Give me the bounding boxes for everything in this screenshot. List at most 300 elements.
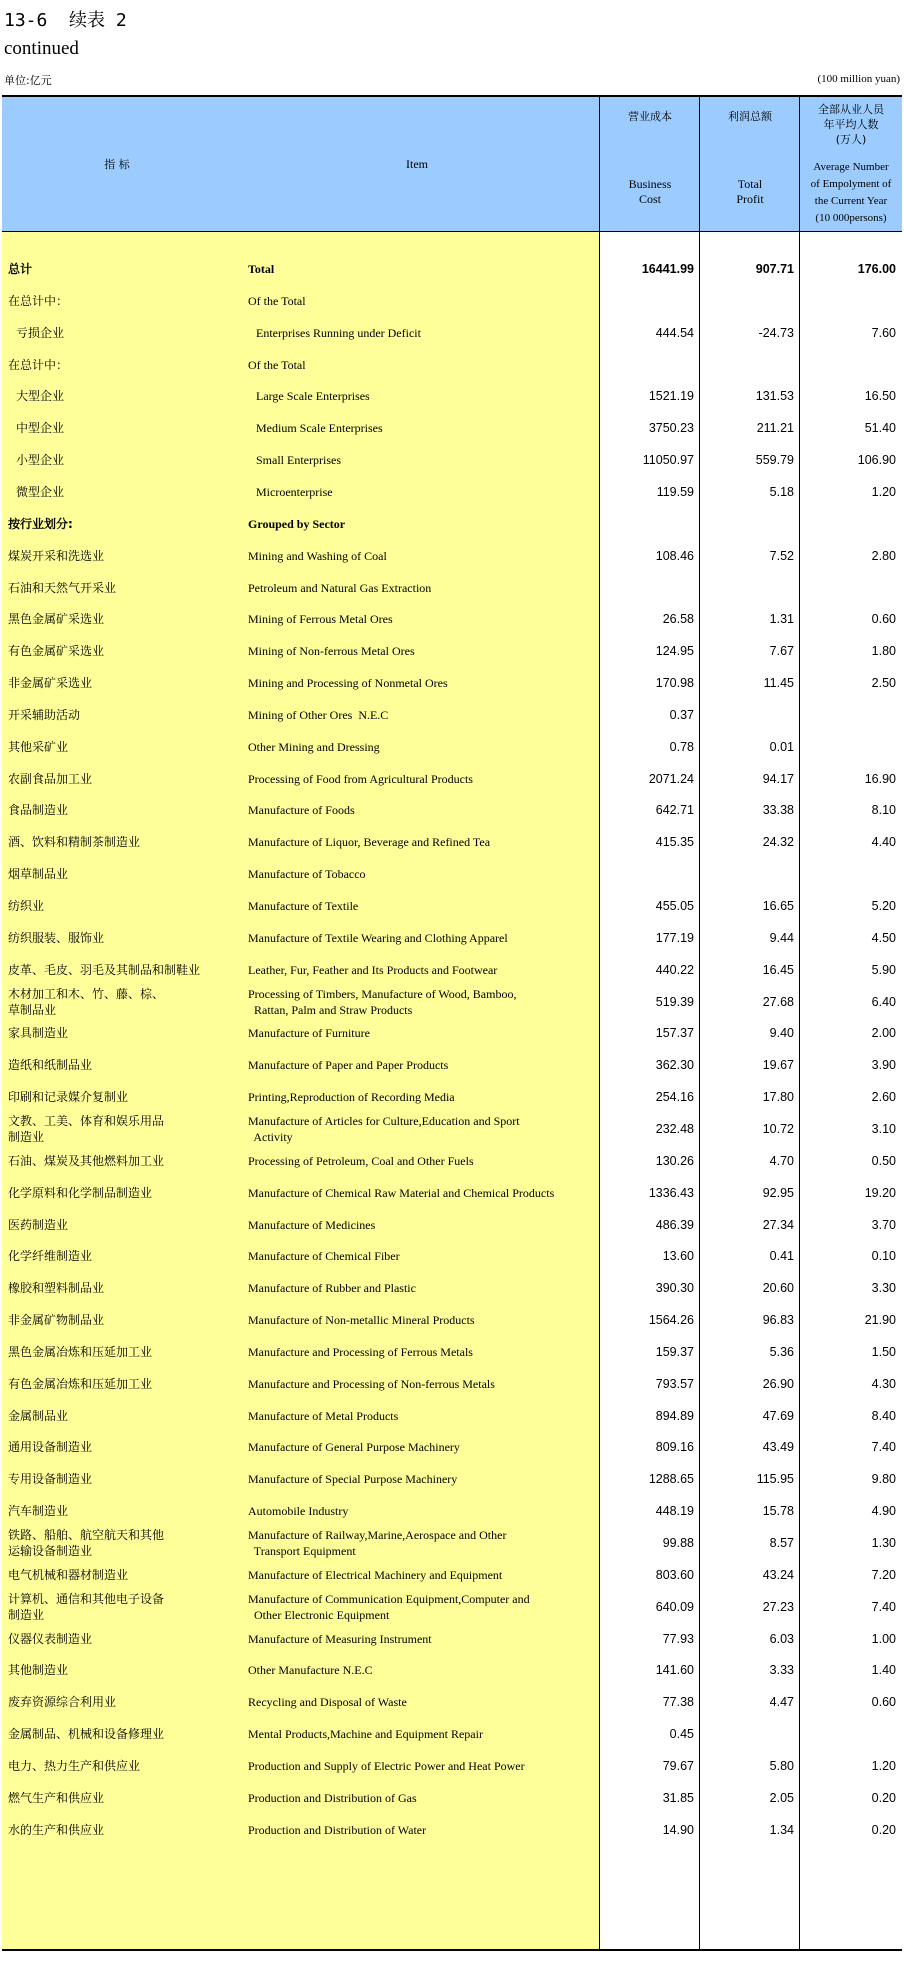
value-employment: 6.40 bbox=[871, 994, 896, 1009]
table-row bbox=[2, 1439, 902, 1455]
row-label-en: Manufacture of Foods bbox=[248, 803, 355, 818]
value-business-cost: 141.60 bbox=[655, 1663, 694, 1678]
value-employment: 1.20 bbox=[871, 1758, 896, 1773]
table-row bbox=[2, 1113, 902, 1145]
row-label-cn: 煤炭开采和洗选业 bbox=[8, 548, 105, 563]
value-total-profit: 43.49 bbox=[762, 1440, 794, 1455]
table-row bbox=[2, 1471, 902, 1487]
value-business-cost: 415.35 bbox=[655, 835, 694, 850]
row-label-cn: 农副食品加工业 bbox=[8, 771, 93, 786]
row-label-en: Other Manufacture N.E.C bbox=[248, 1663, 373, 1678]
value-total-profit: 10.72 bbox=[762, 1121, 794, 1136]
row-label-en: Grouped by Sector bbox=[248, 516, 346, 531]
row-label-en: Manufacture and Processing of Ferrous Metals bbox=[248, 1344, 473, 1359]
value-total-profit: 27.68 bbox=[762, 994, 794, 1009]
row-label-cn: 化学原料和化学制品制造业 bbox=[8, 1185, 153, 1200]
row-label-en: Mining of Non-ferrous Metal Ores bbox=[248, 644, 415, 659]
value-business-cost: 13.60 bbox=[662, 1249, 694, 1264]
row-label-en: Mining and Processing of Nonmetal Ores bbox=[248, 676, 448, 691]
value-employment: 21.90 bbox=[864, 1313, 896, 1328]
row-label-en: Manufacture of General Purpose Machinery bbox=[248, 1440, 460, 1455]
value-total-profit: 211.21 bbox=[756, 421, 794, 436]
table-row bbox=[2, 771, 902, 787]
row-label-cn: 仪器仪表制造业 bbox=[8, 1631, 93, 1646]
row-label-cn: 化学纤维制造业 bbox=[8, 1249, 93, 1264]
value-business-cost: 1564.26 bbox=[648, 1313, 694, 1328]
value-business-cost: 26.58 bbox=[662, 612, 694, 627]
row-label-en: Manufacture of Paper and Paper Products bbox=[248, 1058, 449, 1073]
table-row bbox=[2, 1758, 902, 1774]
value-business-cost: 77.38 bbox=[662, 1695, 694, 1710]
row-label-en: Manufacture of Measuring Instrument bbox=[248, 1631, 432, 1646]
value-business-cost: 894.89 bbox=[655, 1408, 694, 1423]
row-label-en: Manufacture of Tobacco bbox=[248, 867, 366, 882]
table-row bbox=[2, 516, 902, 532]
row-label-en: Manufacture of Chemical Fiber bbox=[248, 1249, 400, 1264]
table-row bbox=[2, 707, 902, 723]
row-label-cn: 总计 bbox=[8, 262, 33, 276]
value-total-profit: 24.32 bbox=[762, 835, 794, 850]
value-business-cost: 444.54 bbox=[655, 325, 694, 340]
row-label-cn: 金属制品业 bbox=[8, 1408, 69, 1423]
table-row bbox=[2, 1057, 902, 1073]
row-label-cn: 汽车制造业 bbox=[8, 1504, 69, 1519]
value-employment: 7.40 bbox=[871, 1599, 896, 1614]
value-employment: 0.20 bbox=[871, 1822, 896, 1837]
table-row bbox=[2, 1591, 902, 1623]
value-business-cost: 1521.19 bbox=[648, 389, 694, 404]
row-label-cn: 有色金属矿采选业 bbox=[8, 644, 105, 659]
table-row bbox=[2, 1726, 902, 1742]
table-row bbox=[2, 1344, 902, 1360]
value-total-profit: 8.57 bbox=[769, 1536, 794, 1550]
row-label-cn: 石油和天然气开采业 bbox=[8, 580, 117, 595]
row-label-en: Printing,Reproduction of Recording Media bbox=[248, 1090, 455, 1105]
header-profit-cn: 利润总额 bbox=[728, 110, 772, 123]
value-employment: 8.10 bbox=[871, 803, 896, 818]
row-label-cn: 计算机、通信和其他电子设备 制造业 bbox=[8, 1591, 165, 1622]
table-row bbox=[2, 388, 902, 404]
value-business-cost: 519.39 bbox=[655, 994, 694, 1009]
value-business-cost: 99.88 bbox=[662, 1536, 694, 1550]
row-label-cn: 纺织业 bbox=[8, 899, 45, 913]
value-total-profit: 131.53 bbox=[755, 389, 794, 404]
row-label-en: Manufacture of Special Purpose Machinery bbox=[248, 1472, 458, 1487]
row-label-cn: 电气机械和器材制造业 bbox=[8, 1567, 129, 1582]
row-label-cn: 其他制造业 bbox=[8, 1663, 69, 1678]
value-total-profit: 3.33 bbox=[769, 1663, 794, 1678]
row-label-en: Mental Products,Machine and Equipment Repair bbox=[248, 1727, 483, 1742]
value-total-profit: 20.60 bbox=[762, 1281, 794, 1296]
header-cost-cn: 营业成本 bbox=[628, 110, 672, 123]
table-row bbox=[2, 357, 902, 373]
row-label-cn: 燃气生产和供应业 bbox=[8, 1790, 105, 1805]
value-business-cost: 16441.99 bbox=[641, 262, 694, 276]
value-total-profit: 94.17 bbox=[762, 771, 794, 786]
header-cost-en bbox=[600, 177, 700, 207]
table-row bbox=[2, 1217, 902, 1233]
value-total-profit: 47.69 bbox=[762, 1408, 794, 1423]
table-row bbox=[2, 986, 902, 1018]
row-label-cn: 木材加工和木、竹、藤、棕、 草制品业 bbox=[8, 986, 165, 1017]
value-business-cost: 455.05 bbox=[655, 899, 694, 913]
row-label-cn: 医药制造业 bbox=[8, 1217, 69, 1232]
row-label-en: Mining of Ferrous Metal Ores bbox=[248, 612, 393, 627]
table-row bbox=[2, 580, 902, 596]
row-label-en: Of the Total bbox=[248, 357, 306, 372]
value-employment: 7.20 bbox=[871, 1567, 896, 1582]
table-row bbox=[2, 1694, 902, 1710]
row-label-en: Production and Distribution of Gas bbox=[248, 1790, 417, 1805]
row-label-cn: 在总计中： bbox=[8, 357, 69, 372]
row-label-cn: 烟草制品业 bbox=[8, 867, 69, 882]
row-label-en: Manufacture of Metal Products bbox=[248, 1408, 399, 1423]
value-employment: 5.20 bbox=[871, 899, 896, 913]
table-row bbox=[2, 930, 902, 946]
row-label-cn: 皮革、毛皮、羽毛及其制品和制鞋业 bbox=[8, 962, 201, 977]
value-total-profit: 27.34 bbox=[762, 1217, 794, 1232]
table-row bbox=[2, 452, 902, 468]
value-total-profit: 26.90 bbox=[762, 1376, 794, 1391]
row-label-en: Production and Distribution of Water bbox=[248, 1822, 427, 1837]
row-label-en: Manufacture of Communication Equipment,Computer and Other Electronic Equipment bbox=[248, 1591, 530, 1622]
header-indicator: 指 标 bbox=[104, 158, 130, 171]
table-row bbox=[2, 898, 902, 914]
row-label-cn: 黑色金属冶炼和压延加工业 bbox=[8, 1344, 153, 1359]
value-employment: 0.20 bbox=[871, 1790, 896, 1805]
header-profit-en-line2: Profit bbox=[736, 192, 764, 206]
header-item: Item bbox=[406, 157, 428, 171]
table-row bbox=[2, 1248, 902, 1264]
value-employment: 3.10 bbox=[871, 1121, 896, 1136]
header-emp-cn-line1: 全部从业人员 bbox=[818, 103, 884, 116]
table-row bbox=[2, 1527, 902, 1559]
table-row bbox=[2, 1662, 902, 1678]
row-label-en: Petroleum and Natural Gas Extraction bbox=[248, 580, 432, 595]
row-label-cn: 中型企业 bbox=[16, 421, 65, 436]
row-label-cn: 大型企业 bbox=[16, 389, 65, 404]
value-employment: 9.80 bbox=[871, 1472, 896, 1487]
row-label-cn: 文教、工美、体育和娱乐用品 制造业 bbox=[8, 1113, 165, 1144]
value-total-profit: 559.79 bbox=[755, 453, 794, 468]
table-row bbox=[2, 962, 902, 978]
table-row bbox=[2, 1376, 902, 1392]
value-employment: 4.30 bbox=[871, 1376, 896, 1391]
value-business-cost: 177.19 bbox=[655, 930, 694, 945]
value-total-profit: 17.80 bbox=[762, 1090, 794, 1105]
value-business-cost: 159.37 bbox=[655, 1344, 694, 1359]
value-business-cost: 130.26 bbox=[655, 1153, 694, 1168]
row-label-en: Processing of Petroleum, Coal and Other Fuels bbox=[248, 1153, 474, 1168]
row-label-en: Manufacture of Railway,Marine,Aerospace and Other Transport Equipment bbox=[248, 1528, 507, 1558]
header-emp-en-line1: Average Number bbox=[813, 161, 889, 173]
table-title: 13-6 续表 2 bbox=[4, 10, 127, 31]
value-business-cost: 3750.23 bbox=[648, 421, 694, 436]
row-label-en: Automobile Industry bbox=[248, 1504, 349, 1519]
value-employment: 1.30 bbox=[871, 1536, 896, 1550]
row-label-cn: 非金属矿物制品业 bbox=[8, 1313, 105, 1328]
value-total-profit: 16.45 bbox=[762, 962, 794, 977]
table-row bbox=[2, 1567, 902, 1583]
value-employment: 0.60 bbox=[871, 612, 896, 627]
table-row bbox=[2, 1312, 902, 1328]
value-employment: 0.60 bbox=[871, 1695, 896, 1710]
value-employment: 3.30 bbox=[871, 1281, 896, 1296]
row-label-cn: 造纸和纸制品业 bbox=[8, 1058, 93, 1073]
row-label-cn: 橡胶和塑料制品业 bbox=[8, 1281, 105, 1296]
value-business-cost: 793.57 bbox=[655, 1376, 694, 1391]
value-total-profit: 7.52 bbox=[769, 548, 794, 563]
row-label-en: Processing of Timbers, Manufacture of Wood, Bamboo, Rattan, Palm and Straw Products bbox=[248, 986, 517, 1017]
row-label-cn: 印刷和记录媒介复制业 bbox=[8, 1090, 129, 1105]
row-label-en: Manufacture of Textile bbox=[248, 899, 359, 913]
value-business-cost: 1288.65 bbox=[648, 1472, 694, 1487]
value-employment: 2.00 bbox=[871, 1026, 896, 1041]
table-header bbox=[2, 97, 902, 232]
header-cost-en-line2: Cost bbox=[638, 192, 661, 206]
row-label-cn: 水的生产和供应业 bbox=[8, 1822, 105, 1837]
table-row bbox=[2, 802, 902, 818]
row-label-cn: 石油、煤炭及其他燃料加工业 bbox=[8, 1153, 165, 1168]
value-total-profit: 9.44 bbox=[769, 930, 794, 945]
value-business-cost: 803.60 bbox=[655, 1567, 694, 1582]
value-employment: 3.70 bbox=[871, 1217, 896, 1232]
value-business-cost: 440.22 bbox=[655, 962, 694, 977]
table-row bbox=[2, 675, 902, 691]
row-label-cn: 废弃资源综合利用业 bbox=[8, 1695, 117, 1710]
row-label-cn: 微型企业 bbox=[16, 484, 65, 499]
value-employment: 7.40 bbox=[871, 1440, 896, 1455]
row-label-en: Manufacture of Articles for Culture,Education and Sport Activity bbox=[248, 1113, 520, 1144]
value-employment: 0.50 bbox=[871, 1153, 896, 1168]
header-profit-en bbox=[700, 177, 800, 207]
value-employment: 51.40 bbox=[864, 421, 896, 436]
value-business-cost: 119.59 bbox=[656, 484, 694, 499]
value-employment: 3.90 bbox=[871, 1058, 896, 1073]
table-row bbox=[2, 1025, 902, 1041]
value-total-profit: 27.23 bbox=[762, 1599, 794, 1614]
value-business-cost: 124.95 bbox=[655, 644, 694, 659]
row-label-en: Manufacture of Non-metallic Mineral Products bbox=[248, 1313, 475, 1328]
value-total-profit: 5.36 bbox=[769, 1344, 794, 1359]
row-label-en: Manufacture of Chemical Raw Material and Chemical Products bbox=[248, 1185, 555, 1200]
value-total-profit: 7.67 bbox=[769, 644, 794, 659]
table-row bbox=[2, 1631, 902, 1647]
value-business-cost: 0.45 bbox=[669, 1727, 694, 1742]
table-row bbox=[2, 1089, 902, 1105]
value-business-cost: 254.16 bbox=[655, 1090, 694, 1105]
row-label-en: Manufacture and Processing of Non-ferrous Metals bbox=[248, 1376, 495, 1391]
row-label-cn: 黑色金属矿采选业 bbox=[8, 612, 105, 627]
row-label-cn: 专用设备制造业 bbox=[8, 1472, 93, 1487]
value-business-cost: 14.90 bbox=[662, 1822, 694, 1837]
value-total-profit: 0.01 bbox=[769, 739, 794, 754]
row-label-en: Recycling and Disposal of Waste bbox=[248, 1695, 407, 1710]
row-label-en: Manufacture of Textile Wearing and Clothing Apparel bbox=[248, 930, 508, 945]
row-label-cn: 通用设备制造业 bbox=[8, 1440, 93, 1455]
value-employment: 1.20 bbox=[871, 484, 896, 499]
row-label-cn: 金属制品、机械和设备修理业 bbox=[8, 1727, 165, 1742]
value-total-profit: 6.03 bbox=[769, 1631, 794, 1646]
value-business-cost: 157.37 bbox=[655, 1026, 694, 1041]
row-label-en: Manufacture of Furniture bbox=[248, 1026, 370, 1041]
value-business-cost: 108.46 bbox=[655, 548, 694, 563]
value-total-profit: 15.78 bbox=[762, 1504, 794, 1519]
row-label-en: Processing of Food from Agricultural Products bbox=[248, 771, 473, 786]
row-label-en: Medium Scale Enterprises bbox=[256, 421, 383, 436]
value-business-cost: 232.48 bbox=[655, 1121, 694, 1136]
value-business-cost: 170.98 bbox=[655, 676, 694, 691]
row-label-en: Manufacture of Liquor, Beverage and Refined Tea bbox=[248, 835, 491, 850]
value-employment: 1.40 bbox=[871, 1663, 896, 1678]
value-employment: 2.80 bbox=[871, 548, 896, 563]
value-business-cost: 79.67 bbox=[662, 1758, 694, 1773]
value-employment: 106.90 bbox=[857, 453, 896, 468]
value-business-cost: 11050.97 bbox=[642, 453, 694, 468]
table-row bbox=[2, 420, 902, 436]
value-employment: 2.50 bbox=[871, 676, 896, 691]
row-label-en: Manufacture of Rubber and Plastic bbox=[248, 1281, 416, 1296]
table-row bbox=[2, 1822, 902, 1838]
row-label-en: Leather, Fur, Feather and Its Products and Footwear bbox=[248, 962, 498, 977]
value-total-profit: 9.40 bbox=[769, 1026, 794, 1041]
table-row bbox=[2, 1790, 902, 1806]
row-label-cn: 亏损企业 bbox=[16, 325, 65, 340]
table-row bbox=[2, 1408, 902, 1424]
table-row bbox=[2, 548, 902, 564]
value-employment: 4.40 bbox=[871, 835, 896, 850]
row-label-cn: 在总计中： bbox=[8, 293, 69, 308]
row-label-en: Large Scale Enterprises bbox=[256, 389, 370, 404]
header-emp-cn bbox=[800, 102, 902, 147]
value-business-cost: 486.39 bbox=[655, 1217, 694, 1232]
unit-label-en: (100 million yuan) bbox=[817, 73, 900, 85]
value-business-cost: 642.71 bbox=[655, 803, 694, 818]
table-row bbox=[2, 484, 902, 500]
value-business-cost: 362.30 bbox=[655, 1058, 694, 1073]
table-row bbox=[2, 1185, 902, 1201]
value-employment: 5.90 bbox=[871, 962, 896, 977]
header-emp-en bbox=[800, 159, 902, 227]
value-total-profit: 19.67 bbox=[762, 1058, 794, 1073]
value-total-profit: 5.18 bbox=[769, 484, 794, 499]
value-total-profit: 5.80 bbox=[769, 1758, 794, 1773]
value-employment: 1.50 bbox=[871, 1344, 896, 1359]
row-label-cn: 酒、饮料和精制茶制造业 bbox=[8, 835, 141, 850]
table-row bbox=[2, 866, 902, 882]
value-employment: 1.80 bbox=[871, 644, 896, 659]
value-total-profit: 96.83 bbox=[762, 1313, 794, 1328]
row-label-cn: 食品制造业 bbox=[8, 803, 69, 818]
row-label-en: Manufacture of Electrical Machinery and Equipment bbox=[248, 1567, 503, 1582]
table-row bbox=[2, 1503, 902, 1519]
row-label-en: Total bbox=[248, 262, 275, 276]
table-row bbox=[2, 1280, 902, 1296]
value-employment: 1.00 bbox=[871, 1631, 896, 1646]
row-label-cn: 铁路、船舶、航空航天和其他 运输设备制造业 bbox=[8, 1528, 165, 1558]
header-emp-en-line3: the Current Year bbox=[814, 195, 888, 207]
value-business-cost: 640.09 bbox=[655, 1599, 694, 1614]
value-employment: 7.60 bbox=[871, 325, 896, 340]
value-employment: 0.10 bbox=[871, 1249, 896, 1264]
value-total-profit: -24.73 bbox=[758, 325, 794, 340]
header-emp-en-line4: (10 000persons) bbox=[815, 212, 887, 224]
value-business-cost: 809.16 bbox=[655, 1440, 694, 1455]
value-employment: 8.40 bbox=[871, 1408, 896, 1423]
value-business-cost: 0.78 bbox=[669, 739, 694, 754]
row-label-cn: 有色金属冶炼和压延加工业 bbox=[8, 1376, 153, 1391]
value-total-profit: 11.45 bbox=[763, 676, 794, 691]
value-business-cost: 2071.24 bbox=[648, 771, 694, 786]
value-business-cost: 77.93 bbox=[662, 1631, 694, 1646]
row-label-cn: 电力、热力生产和供应业 bbox=[8, 1758, 141, 1773]
row-label-cn: 其他采矿业 bbox=[8, 739, 69, 754]
row-label-cn: 开采辅助活动 bbox=[8, 707, 81, 722]
row-label-cn: 非金属矿采选业 bbox=[8, 676, 93, 691]
header-emp-cn-line3: (万人) bbox=[835, 133, 867, 146]
row-label-en: Small Enterprises bbox=[256, 453, 341, 468]
value-total-profit: 43.24 bbox=[762, 1567, 794, 1582]
value-total-profit: 907.71 bbox=[755, 262, 794, 276]
value-total-profit: 33.38 bbox=[762, 803, 794, 818]
value-employment: 4.90 bbox=[871, 1504, 896, 1519]
value-business-cost: 1336.43 bbox=[648, 1185, 694, 1200]
table-row bbox=[2, 834, 902, 850]
row-label-en: Manufacture of Medicines bbox=[248, 1217, 376, 1232]
value-business-cost: 31.85 bbox=[662, 1790, 694, 1805]
table-row bbox=[2, 261, 902, 277]
row-label-en: Production and Supply of Electric Power and Heat Power bbox=[248, 1758, 525, 1773]
row-label-en: Microenterprise bbox=[256, 484, 333, 499]
header-emp-en-line2: of Empolyment of bbox=[810, 178, 892, 190]
row-label-en: Enterprises Running under Deficit bbox=[256, 325, 421, 340]
row-label-cn: 家具制造业 bbox=[8, 1026, 69, 1041]
row-label-cn: 纺织服装、服饰业 bbox=[8, 930, 105, 945]
value-total-profit: 115.95 bbox=[756, 1472, 794, 1487]
value-total-profit: 1.31 bbox=[769, 612, 794, 627]
value-employment: 176.00 bbox=[857, 262, 896, 276]
value-business-cost: 390.30 bbox=[655, 1281, 694, 1296]
value-total-profit: 92.95 bbox=[762, 1185, 794, 1200]
row-label-en: Of the Total bbox=[248, 293, 306, 308]
table-row bbox=[2, 643, 902, 659]
row-label-en: Mining and Washing of Coal bbox=[248, 548, 387, 563]
unit-label-cn: 单位:亿元 bbox=[4, 74, 52, 87]
table-row bbox=[2, 739, 902, 755]
table-row bbox=[2, 611, 902, 627]
header-cost-en-line1: Business bbox=[628, 177, 672, 191]
value-employment: 16.90 bbox=[864, 771, 896, 786]
table-row bbox=[2, 1153, 902, 1169]
row-label-en: Other Mining and Dressing bbox=[248, 739, 380, 754]
value-employment: 19.20 bbox=[864, 1185, 896, 1200]
value-employment: 4.50 bbox=[871, 930, 896, 945]
row-label-cn: 按行业划分: bbox=[8, 516, 73, 531]
header-emp-cn-line2: 年平均人数 bbox=[823, 118, 879, 131]
value-total-profit: 4.47 bbox=[769, 1695, 794, 1710]
value-business-cost: 448.19 bbox=[655, 1504, 694, 1519]
row-label-cn: 小型企业 bbox=[16, 453, 65, 468]
table-row bbox=[2, 293, 902, 309]
value-total-profit: 1.34 bbox=[769, 1822, 794, 1837]
value-employment: 16.50 bbox=[864, 389, 896, 404]
value-total-profit: 2.05 bbox=[769, 1790, 794, 1805]
table-row bbox=[2, 325, 902, 341]
data-table bbox=[2, 95, 902, 1951]
value-total-profit: 0.41 bbox=[769, 1249, 794, 1264]
table-subtitle: continued bbox=[4, 38, 79, 59]
value-employment: 2.60 bbox=[871, 1090, 896, 1105]
